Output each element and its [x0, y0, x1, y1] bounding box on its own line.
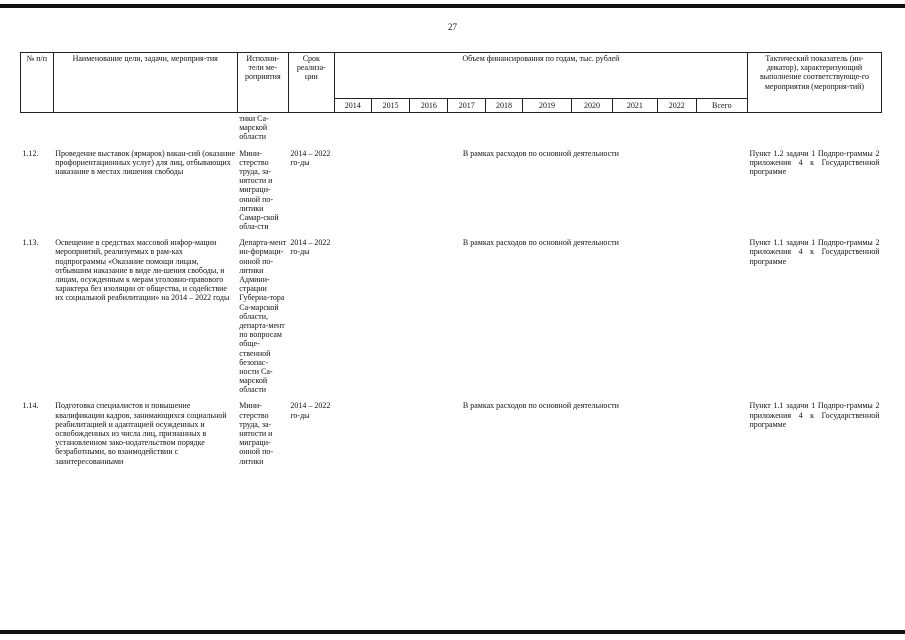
row-financing: В рамках расходов по основной деятельности	[462, 148, 619, 158]
year-2020: 2020	[572, 99, 613, 113]
row-term: 2014 – 2022 го-ды	[290, 238, 331, 257]
header-num: № п/п	[21, 53, 54, 113]
year-2021: 2021	[612, 99, 657, 113]
row-financing: В рамках расходов по основной деятельности	[462, 238, 619, 248]
year-2017: 2017	[448, 99, 486, 113]
year-2016: 2016	[410, 99, 448, 113]
row-num: 1.13.	[22, 238, 39, 248]
row-executor: Мини-стерство труда, за-нятости и миграци-онной по-литики Самар-ской обла-сти	[239, 148, 279, 232]
year-2022: 2022	[657, 99, 696, 113]
row-financing: В рамках расходов по основной деятельности	[462, 401, 619, 411]
row-name: Подготовка специалистов и повышение квалификации кадров, занимающихся социальной реабилитацией и адаптацией осужденных и освобожденных из числа лиц, признанных в установленном зако-нодательством порядке безработными, во взаимодействии с заинтересованными	[55, 401, 227, 466]
table-row	[21, 113, 882, 143]
header-financing: Объем финансирования по годам, тыс. рублей	[334, 53, 747, 99]
header-row	[21, 53, 882, 99]
row-indicator: Пункт 1.1 задачи 1 Подпро-граммы 2 приложения 4 к Государственной программе	[749, 401, 880, 429]
header-executor: Исполни-тели ме-роприятия	[237, 53, 288, 113]
program-activities-table	[20, 52, 882, 467]
year-2014: 2014	[334, 99, 371, 113]
row-term: 2014 – 2022 го-ды	[290, 401, 331, 420]
row-indicator: Пункт 1.2 задачи 1 Подпро-граммы 2 приложения 4 к Государственной программе	[749, 148, 880, 176]
row-executor: Мини-стерство труда, за-нятости и миграци-онной по-литики	[239, 401, 274, 466]
table-row	[21, 400, 882, 466]
row-name: Освещение в средствах массовой инфор-мации мероприятий, реализуемых в рам-ках подпрограммы «Оказание помощи лицам, отбывшим наказание в виде ли-шения свободы, и лицам, осужденным к мерам уголовно-правового характера без изоляции от общества, и содействие их социальной реабилитации» на 2014 – 2022 годы	[55, 238, 230, 303]
page-number: 27	[448, 22, 457, 32]
continuation-executor: тики Са-марской области	[239, 114, 269, 142]
row-term: 2014 – 2022 го-ды	[290, 148, 331, 167]
table-row	[21, 148, 882, 233]
year-2015: 2015	[371, 99, 410, 113]
header-name: Наименование цели, задачи, мероприя-тия	[53, 53, 237, 113]
header-indicator: Тактический показатель (ин-дикатор), характеризующий выполнение соответствующе-го мероприятия (мероприя-тий)	[747, 53, 881, 113]
year-2018: 2018	[486, 99, 523, 113]
row-name: Проведение выставок (ярмарок) вакан-сий (оказание профориентационных услуг) для лиц, отбывающих наказание в местах лишения свободы	[55, 148, 236, 176]
row-num: 1.14.	[22, 401, 39, 411]
bottom-rule	[0, 630, 905, 634]
header-term: Срок реализа-ции	[288, 53, 334, 113]
table-row	[21, 237, 882, 395]
row-executor: Департа-мент ин-формаци-онной по-литики Админи-страции Губерна-тора Са-марской области, департа-мент по вопросам обще-ственной безопас-ности Са-марской области	[239, 238, 287, 395]
row-indicator: Пункт 1.1 задачи 1 Подпро-граммы 2 приложения 4 к Государственной программе	[749, 238, 880, 266]
row-num: 1.12.	[22, 148, 39, 158]
top-rule	[0, 4, 905, 8]
year-2019: 2019	[522, 99, 571, 113]
year-total: Всего	[696, 99, 747, 113]
